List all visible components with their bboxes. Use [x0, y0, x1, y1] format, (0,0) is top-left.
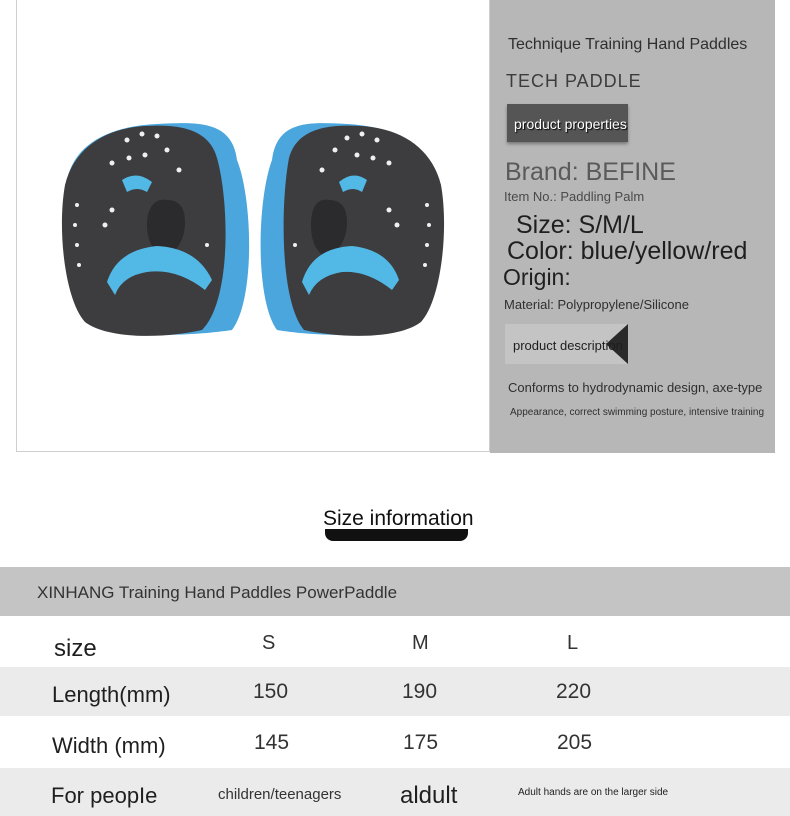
cell-m: 175	[403, 731, 439, 754]
cell-s: 145	[254, 731, 290, 754]
size-text: Size: S/M/L	[516, 211, 644, 239]
item-number-text: Item No.: Paddling Palm	[504, 189, 645, 204]
hand-paddles-image	[17, 0, 489, 452]
cell-m: M	[412, 632, 429, 654]
cell-l: 205	[557, 731, 593, 754]
cell-s: children/teenagers	[218, 786, 342, 803]
cell-m: 190	[402, 680, 438, 703]
origin-text: Origin:	[503, 264, 571, 290]
brand-text: Brand: BEFINE	[505, 158, 676, 186]
table-row-size	[0, 617, 790, 667]
table-row-width	[0, 716, 790, 768]
product-description-label: product description	[513, 338, 623, 353]
table-title: XINHANG Training Hand Paddles PowerPaddle	[37, 583, 398, 602]
row-label: size	[54, 635, 97, 662]
material-text: Material: Polypropylene/Silicone	[504, 297, 689, 312]
cell-m: aldult	[400, 782, 458, 809]
description-line-2: Appearance, correct swimming posture, intensive training	[510, 407, 765, 418]
row-label: For peopIe	[51, 783, 158, 808]
right-paddle	[261, 123, 444, 336]
cell-s: S	[262, 632, 276, 654]
row-label: Length(mm)	[52, 682, 171, 707]
size-information-heading: Size information	[323, 507, 474, 530]
description-line-1: Conforms to hydrodynamic design, axe-type	[508, 380, 763, 395]
table-row-for-people	[0, 768, 790, 816]
cell-s: 150	[253, 680, 289, 703]
left-paddle	[62, 123, 249, 336]
product-properties-label: product properties	[514, 116, 627, 132]
row-label: Width (mm)	[52, 733, 166, 758]
product-photo-frame	[16, 0, 490, 452]
cell-l: L	[567, 632, 579, 654]
table-row-length	[0, 667, 790, 716]
product-model: TECH PADDLE	[506, 71, 642, 91]
product-title: Technique Training Hand Paddles	[508, 36, 748, 53]
cell-l: 220	[556, 680, 592, 703]
color-text: Color: blue/yellow/red	[507, 237, 748, 265]
cell-l: Adult hands are on the larger side	[518, 787, 669, 798]
